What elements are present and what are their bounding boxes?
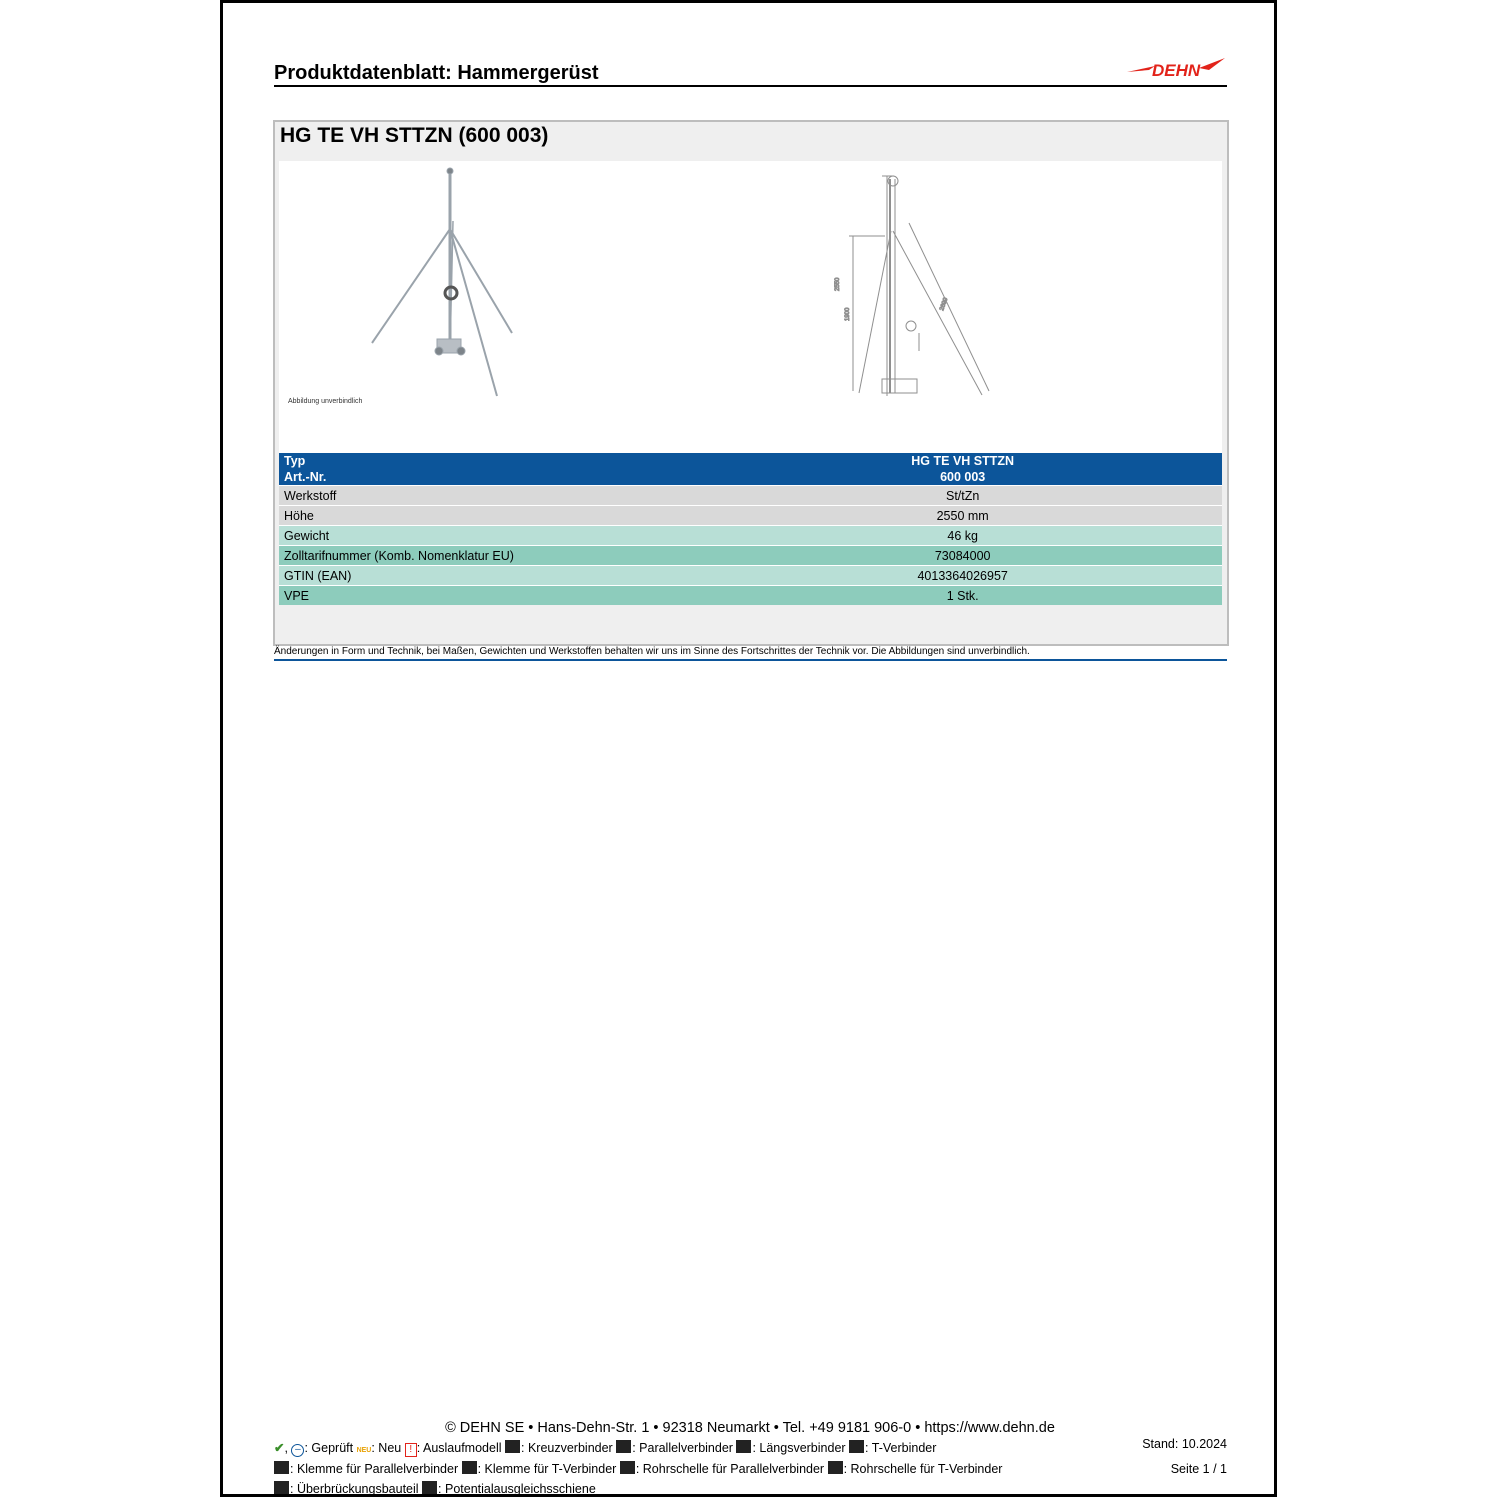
table-row xyxy=(279,546,1222,566)
product-photo xyxy=(372,168,512,396)
row-label: Werkstoff xyxy=(279,486,703,506)
legend-line-2: : Klemme für Parallelverbinder : Klemme für T-Verbinder : Rohrschelle für Parallelverbinder : Rohrschelle für T-Verbinder xyxy=(274,1461,1002,1476)
dim-2690: 2690 xyxy=(939,297,950,312)
technical-drawing xyxy=(835,176,989,396)
table-header-label: Typ xyxy=(279,453,703,469)
spec-table xyxy=(279,453,1222,605)
dim-height: 2550 xyxy=(835,277,841,291)
table-header-value: 600 003 xyxy=(703,469,1222,486)
row-label: Höhe xyxy=(279,506,703,526)
dehn-logo xyxy=(1125,52,1227,84)
disclaimer-rule xyxy=(274,659,1227,661)
product-title: HG TE VH STTZN (600 003) xyxy=(280,124,549,147)
page-title: Produktdatenblatt: Hammergerüst xyxy=(274,62,599,84)
table-row xyxy=(279,486,1222,506)
product-image-panel xyxy=(279,161,1222,453)
new-badge-icon: NEU xyxy=(356,1447,372,1454)
stand-date: Stand: 10.2024 xyxy=(1142,1437,1227,1451)
row-value: 1 Stk. xyxy=(703,586,1222,606)
logo-text: DEHN xyxy=(1152,61,1201,80)
footer-address: © DEHN SE • Hans-Dehn-Str. 1 • 92318 Neumarkt • Tel. +49 9181 906-0 • https://www.dehn.de xyxy=(445,1420,1055,1436)
row-label: GTIN (EAN) xyxy=(279,566,703,586)
page-number: Seite 1 / 1 xyxy=(1170,1462,1227,1476)
clamp-parallel-icon xyxy=(274,1461,289,1474)
image-caption: Abbildung unverbindlich xyxy=(288,398,363,405)
parallel-connector-icon xyxy=(616,1440,631,1453)
row-value: 2550 mm xyxy=(703,506,1222,526)
equipotential-bar-icon xyxy=(422,1481,437,1494)
row-value: 4013364026957 xyxy=(703,566,1222,586)
table-header-row xyxy=(279,469,1222,486)
discontinued-icon: ! xyxy=(405,1443,417,1457)
table-row xyxy=(279,566,1222,586)
legend-line-1: ✔, – : Geprüft NEU: Neu ! : Auslaufmodell : Kreuzverbinder : Parallelverbinder : Längsverbinder : T-Verbinder xyxy=(274,1441,937,1455)
table-row xyxy=(279,586,1222,606)
header-rule xyxy=(274,85,1227,87)
row-value: St/tZn xyxy=(703,486,1222,506)
pipe-clamp-parallel-icon xyxy=(620,1461,635,1474)
row-value: 46 kg xyxy=(703,526,1222,546)
cross-connector-icon xyxy=(505,1440,520,1453)
clamp-t-icon xyxy=(462,1461,477,1474)
row-value: 73084000 xyxy=(703,546,1222,566)
disclaimer-text: Änderungen in Form und Technik, bei Maßen, Gewichten und Werkstoffen behalten wir uns im Sinne des Fortschrittes der Technik vor. Die Abbildungen sind unverbindlich. xyxy=(274,646,1030,657)
bridging-component-icon xyxy=(274,1481,289,1494)
product-images xyxy=(279,161,1222,453)
t-connector-icon xyxy=(849,1440,864,1453)
table-row xyxy=(279,506,1222,526)
table-header-label: Art.-Nr. xyxy=(279,469,703,486)
table-header-value: HG TE VH STTZN xyxy=(703,453,1222,469)
dim-1900: 1900 xyxy=(845,307,851,321)
legend-line-3: : Überbrückungsbauteil : Potentialausgleichsschiene xyxy=(274,1481,596,1496)
row-label: VPE xyxy=(279,586,703,606)
longitudinal-connector-icon xyxy=(736,1440,751,1453)
minus-circle-icon: – xyxy=(291,1444,304,1457)
check-icon: ✔ xyxy=(274,1441,285,1455)
table-row xyxy=(279,526,1222,546)
row-label: Zolltarifnummer (Komb. Nomenklatur EU) xyxy=(279,546,703,566)
row-label: Gewicht xyxy=(279,526,703,546)
table-header-row xyxy=(279,453,1222,469)
pipe-clamp-t-icon xyxy=(828,1461,843,1474)
